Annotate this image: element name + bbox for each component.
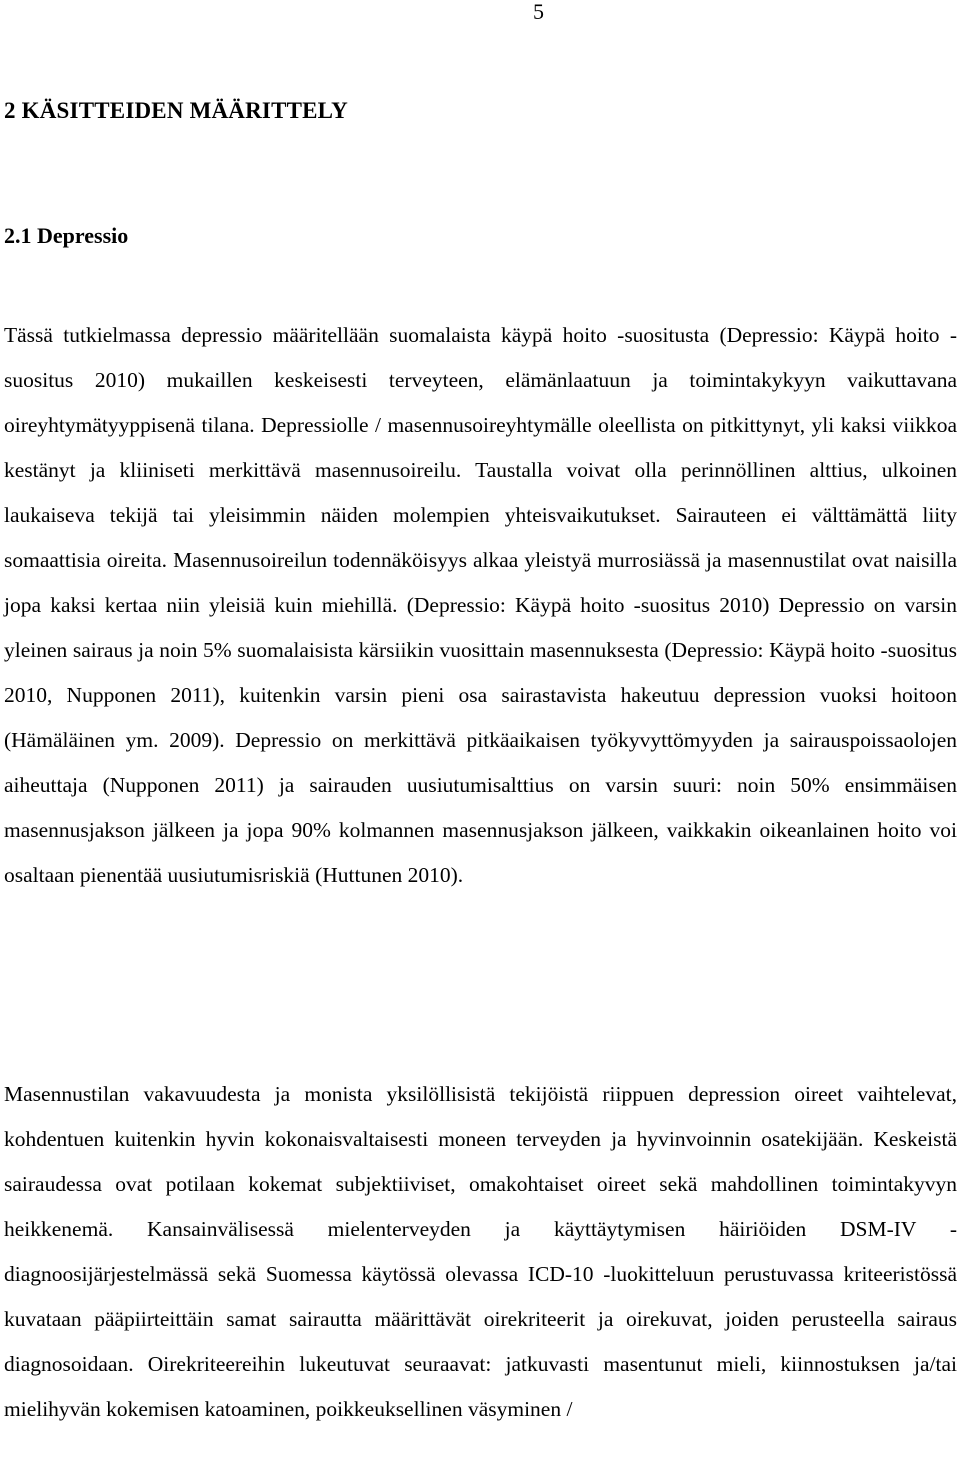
body-paragraph: Tässä tutkielmassa depressio määritellään suomalaista käypä hoito -suositusta (Depressio: Käypä hoito -suositus 2010) mukaillen keskeisesti terveyteen, elämänlaatuun ja toimintakykyyn vaikuttavana oireyhtymätyyppisenä tilana. Depressiolle / masennusoireyhtymälle oleellista on pitkittynyt, yli kaksi viikkoa kestänyt ja kliiniseti merkittävä masennusoireilu. Taustalla voivat olla perinnöllinen alttius, ulkoinen laukaiseva tekijä tai yleisimmin näiden molempien yhteisvaikutukset. Sairauteen ei välttämättä liity somaattisia oireita. Masennusoireilun todennäköisyys alkaa yleistyä murrosiässä ja masennustilat ovat naisilla jopa kaksi kertaa niin yleisiä kuin miehillä. (Depressio: Käypä hoito -suositus 2010) Depressio on varsin yleinen sairaus ja noin 5% suomalaisista kärsiikin vuosittain masennuksesta (Depressio: Käypä hoito -suositus 2010, Nupponen 2011), kuitenkin varsin pieni osa sairastavista hakeutuu depression vuoksi hoitoon (Hämäläinen ym. 2009). Depressio on merkittävä pitkäaikaisen työkyvyttömyyden ja sairauspoissaolojen aiheuttaja (Nupponen 2011) ja sairauden uusiutumisalttius on varsin suuri: noin 50% ensimmäisen masennusjakson jälkeen ja jopa 90% kolmannen masennusjakson jälkeen, vaikkakin oikeanlainen hoito voi osaltaan pienentää uusiutumisriskiä (Huttunen 2010). bbox=[4, 323, 957, 887]
page-number: 5 bbox=[533, 0, 544, 24]
section-heading: 2.1 Depressio bbox=[4, 223, 129, 248]
body-paragraph: Masennustilan vakavuudesta ja monista yksilöllisistä tekijöistä riippuen depression oireet vaihtelevat, kohdentuen kuitenkin hyvin kokonaisvaltaisesti moneen terveyden ja hyvinvoinnin osatekijään. Keskeistä sairaudessa ovat potilaan kokemat subjektiiviset, omakohtaiset oireet sekä mahdollinen toimintakyvyn heikkenemä. Kansainvälisessä mielenterveyden ja käyttäytymisen häiriöiden DSM-IV -diagnoosijärjestelmässä sekä Suomessa käytössä olevassa ICD-10 -luokitteluun perustuvassa kriteeristössä kuvataan pääpiirteittäin samat sairautta määrittävät oirekriteerit ja oirekuvat, joiden perusteella sairaus diagnosoidaan. Oirekriteereihin lukeutuvat seuraavat: jatkuvasti masentunut mieli, kiinnostuksen ja/tai mielihyvän kokemisen katoaminen, poikkeuksellinen väsyminen / bbox=[4, 1082, 957, 1421]
chapter-heading: 2 KÄSITTEIDEN MÄÄRITTELY bbox=[4, 98, 348, 123]
